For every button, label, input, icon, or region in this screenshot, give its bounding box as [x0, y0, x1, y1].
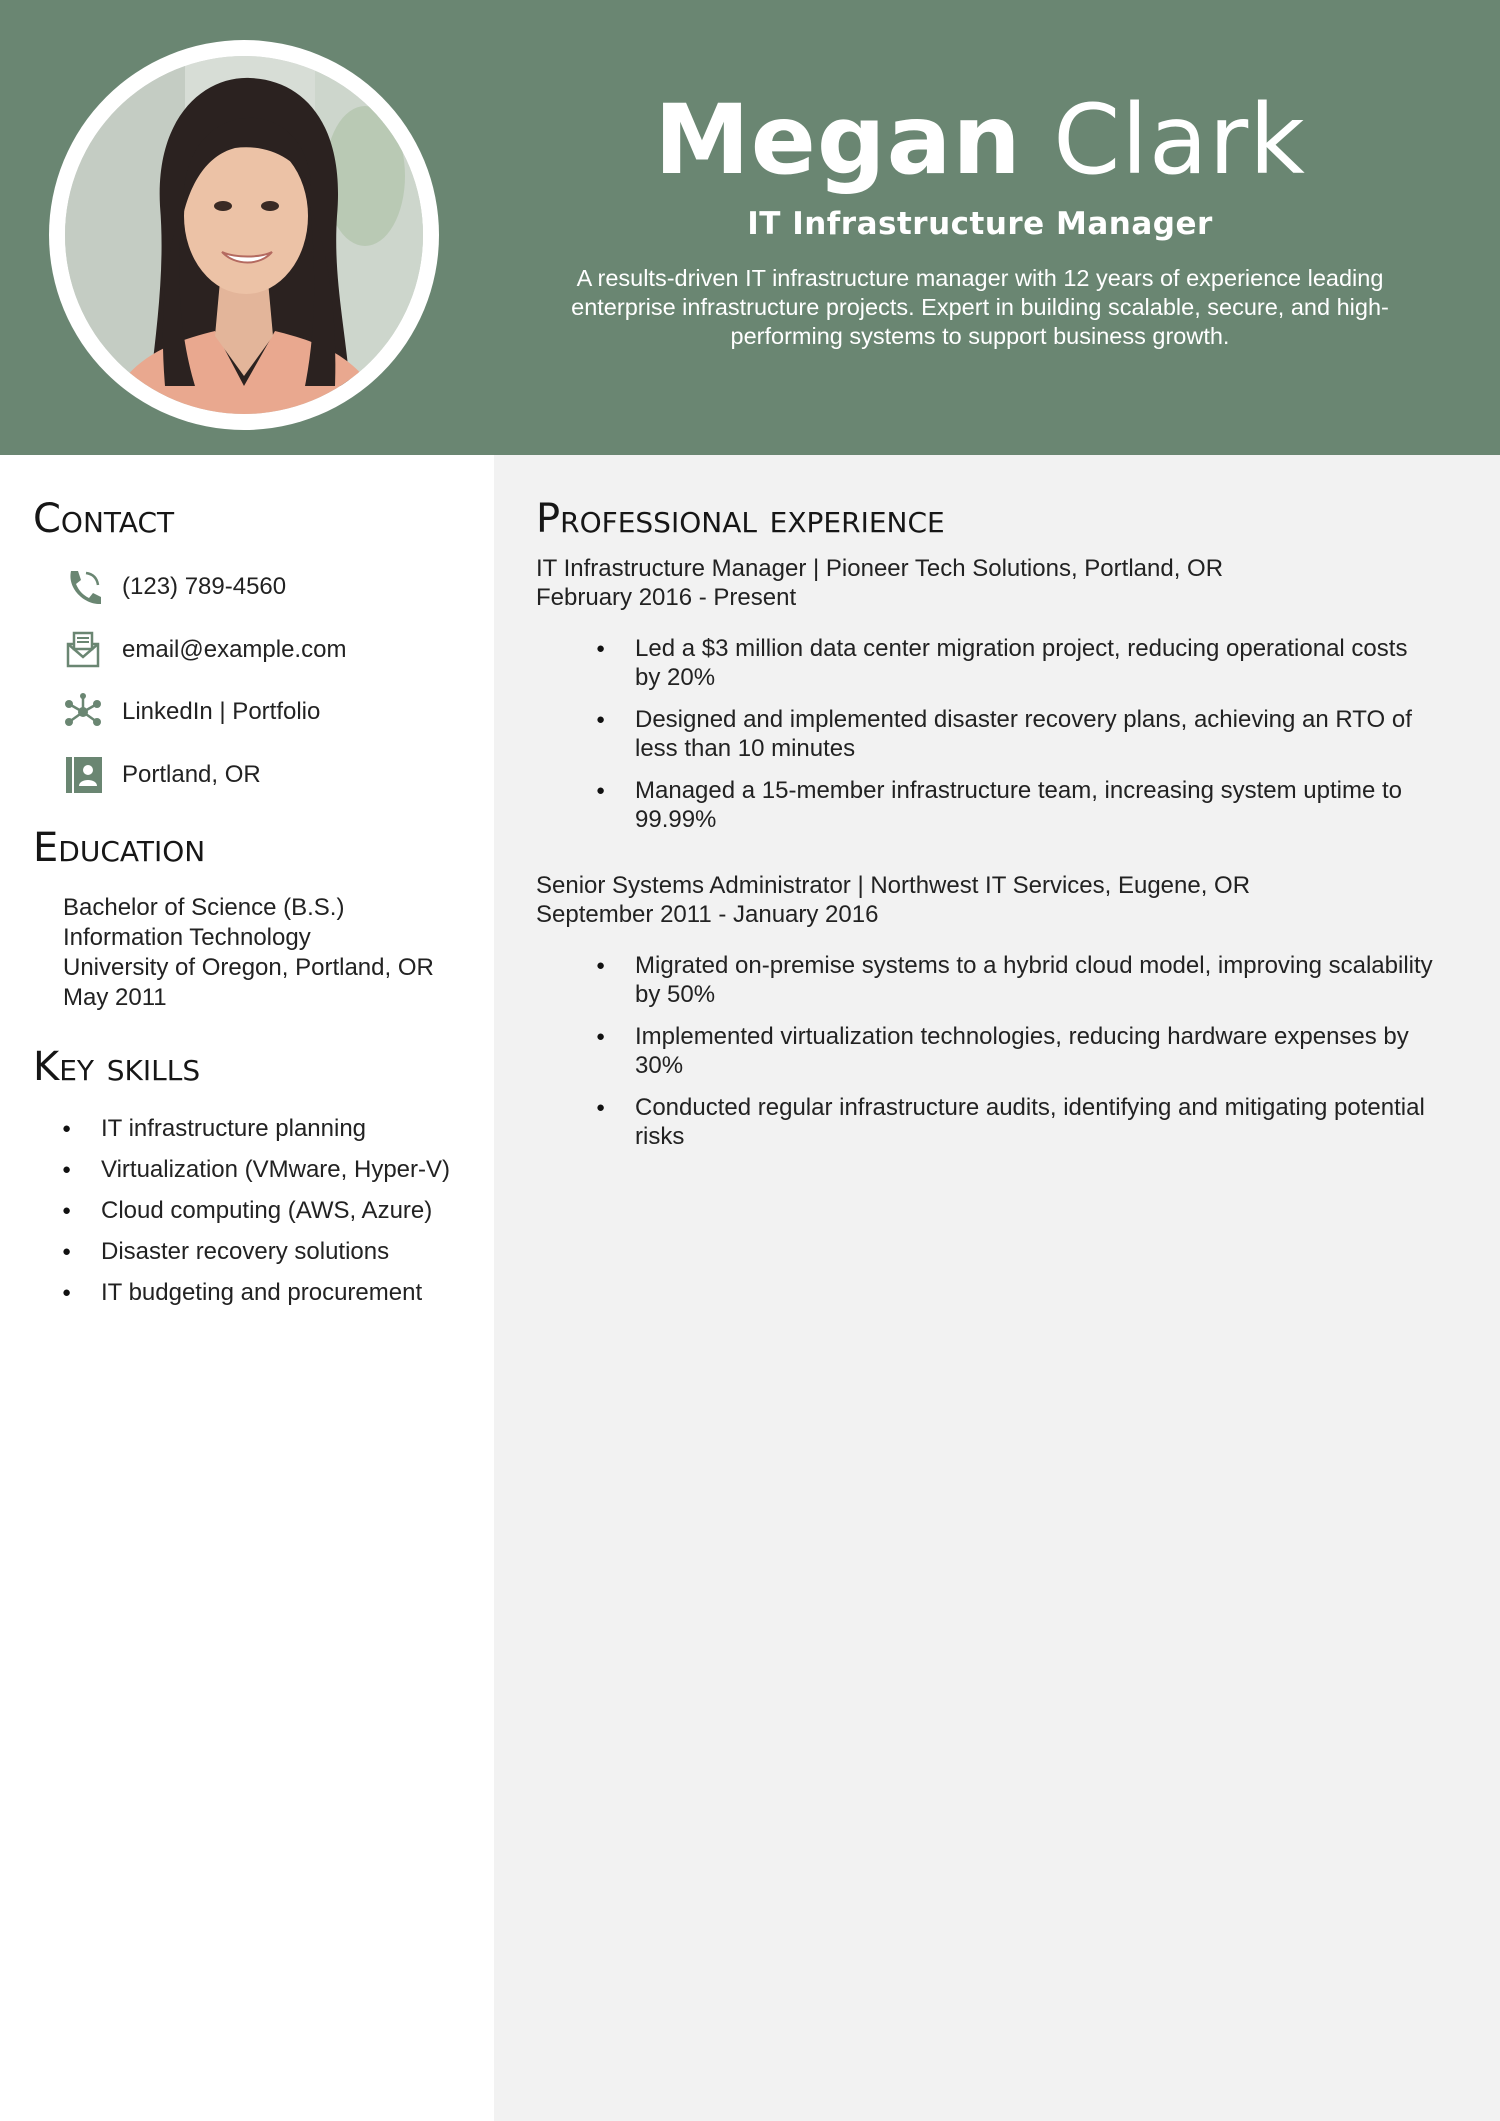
header-banner: [0, 0, 1500, 455]
profile-summary: A results-driven IT infrastructure manager with 12 years of experience leading enterprise infrastructure projects. Expert in building scalable, secure, and high-performing systems to support business growth.: [571, 265, 1389, 349]
location: Portland, OR: [122, 761, 261, 788]
last-name: Clark: [1053, 84, 1306, 196]
profile-photo-frame: [49, 40, 439, 430]
contact-heading: Contact: [33, 496, 175, 542]
phone-number[interactable]: (123) 789-4560: [122, 573, 287, 600]
network-icon: [62, 691, 104, 733]
list-item: ● Migrated on-premise systems to a hybrid cloud model, improving scalability by 50%: [594, 951, 1434, 1009]
candidate-name: [520, 80, 1440, 200]
email-address[interactable]: email@example.com: [122, 636, 347, 663]
skills-list: [60, 1108, 490, 1313]
job-title: IT Infrastructure Manager: [747, 206, 1213, 242]
school: University of Oregon, Portland, OR: [63, 954, 434, 981]
experience-heading: Professional experience: [536, 496, 945, 542]
list-item: ● Virtualization (VMware, Hyper-V): [60, 1149, 490, 1190]
job-bullets: [594, 634, 1434, 847]
email-icon: [62, 629, 104, 671]
social-links[interactable]: LinkedIn | Portfolio: [122, 698, 321, 725]
portrait-image: [65, 56, 423, 414]
job-dates: February 2016 - Present: [536, 584, 797, 611]
list-item: ● Implemented virtualization technologies, reducing hardware expenses by 30%: [594, 1022, 1434, 1080]
job-entry: [536, 554, 1476, 833]
contact-links: [62, 687, 482, 737]
list-item: ● IT infrastructure planning: [60, 1108, 490, 1149]
profile-photo: [65, 56, 423, 414]
contact-location: [62, 750, 482, 800]
list-item: ● IT budgeting and procurement: [60, 1272, 490, 1313]
job-dates: September 2011 - January 2016: [536, 901, 879, 928]
job-role-line: IT Infrastructure Manager | Pioneer Tech Solutions, Portland, OR: [536, 555, 1224, 582]
contact-card-icon: [62, 754, 104, 796]
education-heading: Education: [33, 825, 206, 871]
list-item: ● Cloud computing (AWS, Azure): [60, 1190, 490, 1231]
first-name: Megan: [654, 84, 1022, 196]
major: Information Technology: [63, 924, 311, 951]
phone-icon: [62, 566, 104, 608]
skills-heading: Key skills: [33, 1044, 201, 1090]
list-item: ● Designed and implemented disaster recovery plans, achieving an RTO of less than 10 minutes: [594, 705, 1434, 763]
graduation-date: May 2011: [63, 984, 167, 1011]
job-role-line: Senior Systems Administrator | Northwest IT Services, Eugene, OR: [536, 872, 1251, 899]
contact-email: [62, 625, 482, 675]
job-entry: [536, 871, 1476, 1150]
list-item: ● Managed a 15-member infrastructure team, increasing system uptime to 99.99%: [594, 776, 1434, 834]
education-details: [63, 893, 483, 1013]
degree: Bachelor of Science (B.S.): [63, 894, 345, 921]
job-bullets: [594, 951, 1434, 1164]
list-item: ● Disaster recovery solutions: [60, 1231, 490, 1272]
list-item: ● Led a $3 million data center migration project, reducing operational costs by 20%: [594, 634, 1434, 692]
contact-phone: [62, 562, 482, 612]
list-item: ● Conducted regular infrastructure audits, identifying and mitigating potential risks: [594, 1093, 1434, 1151]
